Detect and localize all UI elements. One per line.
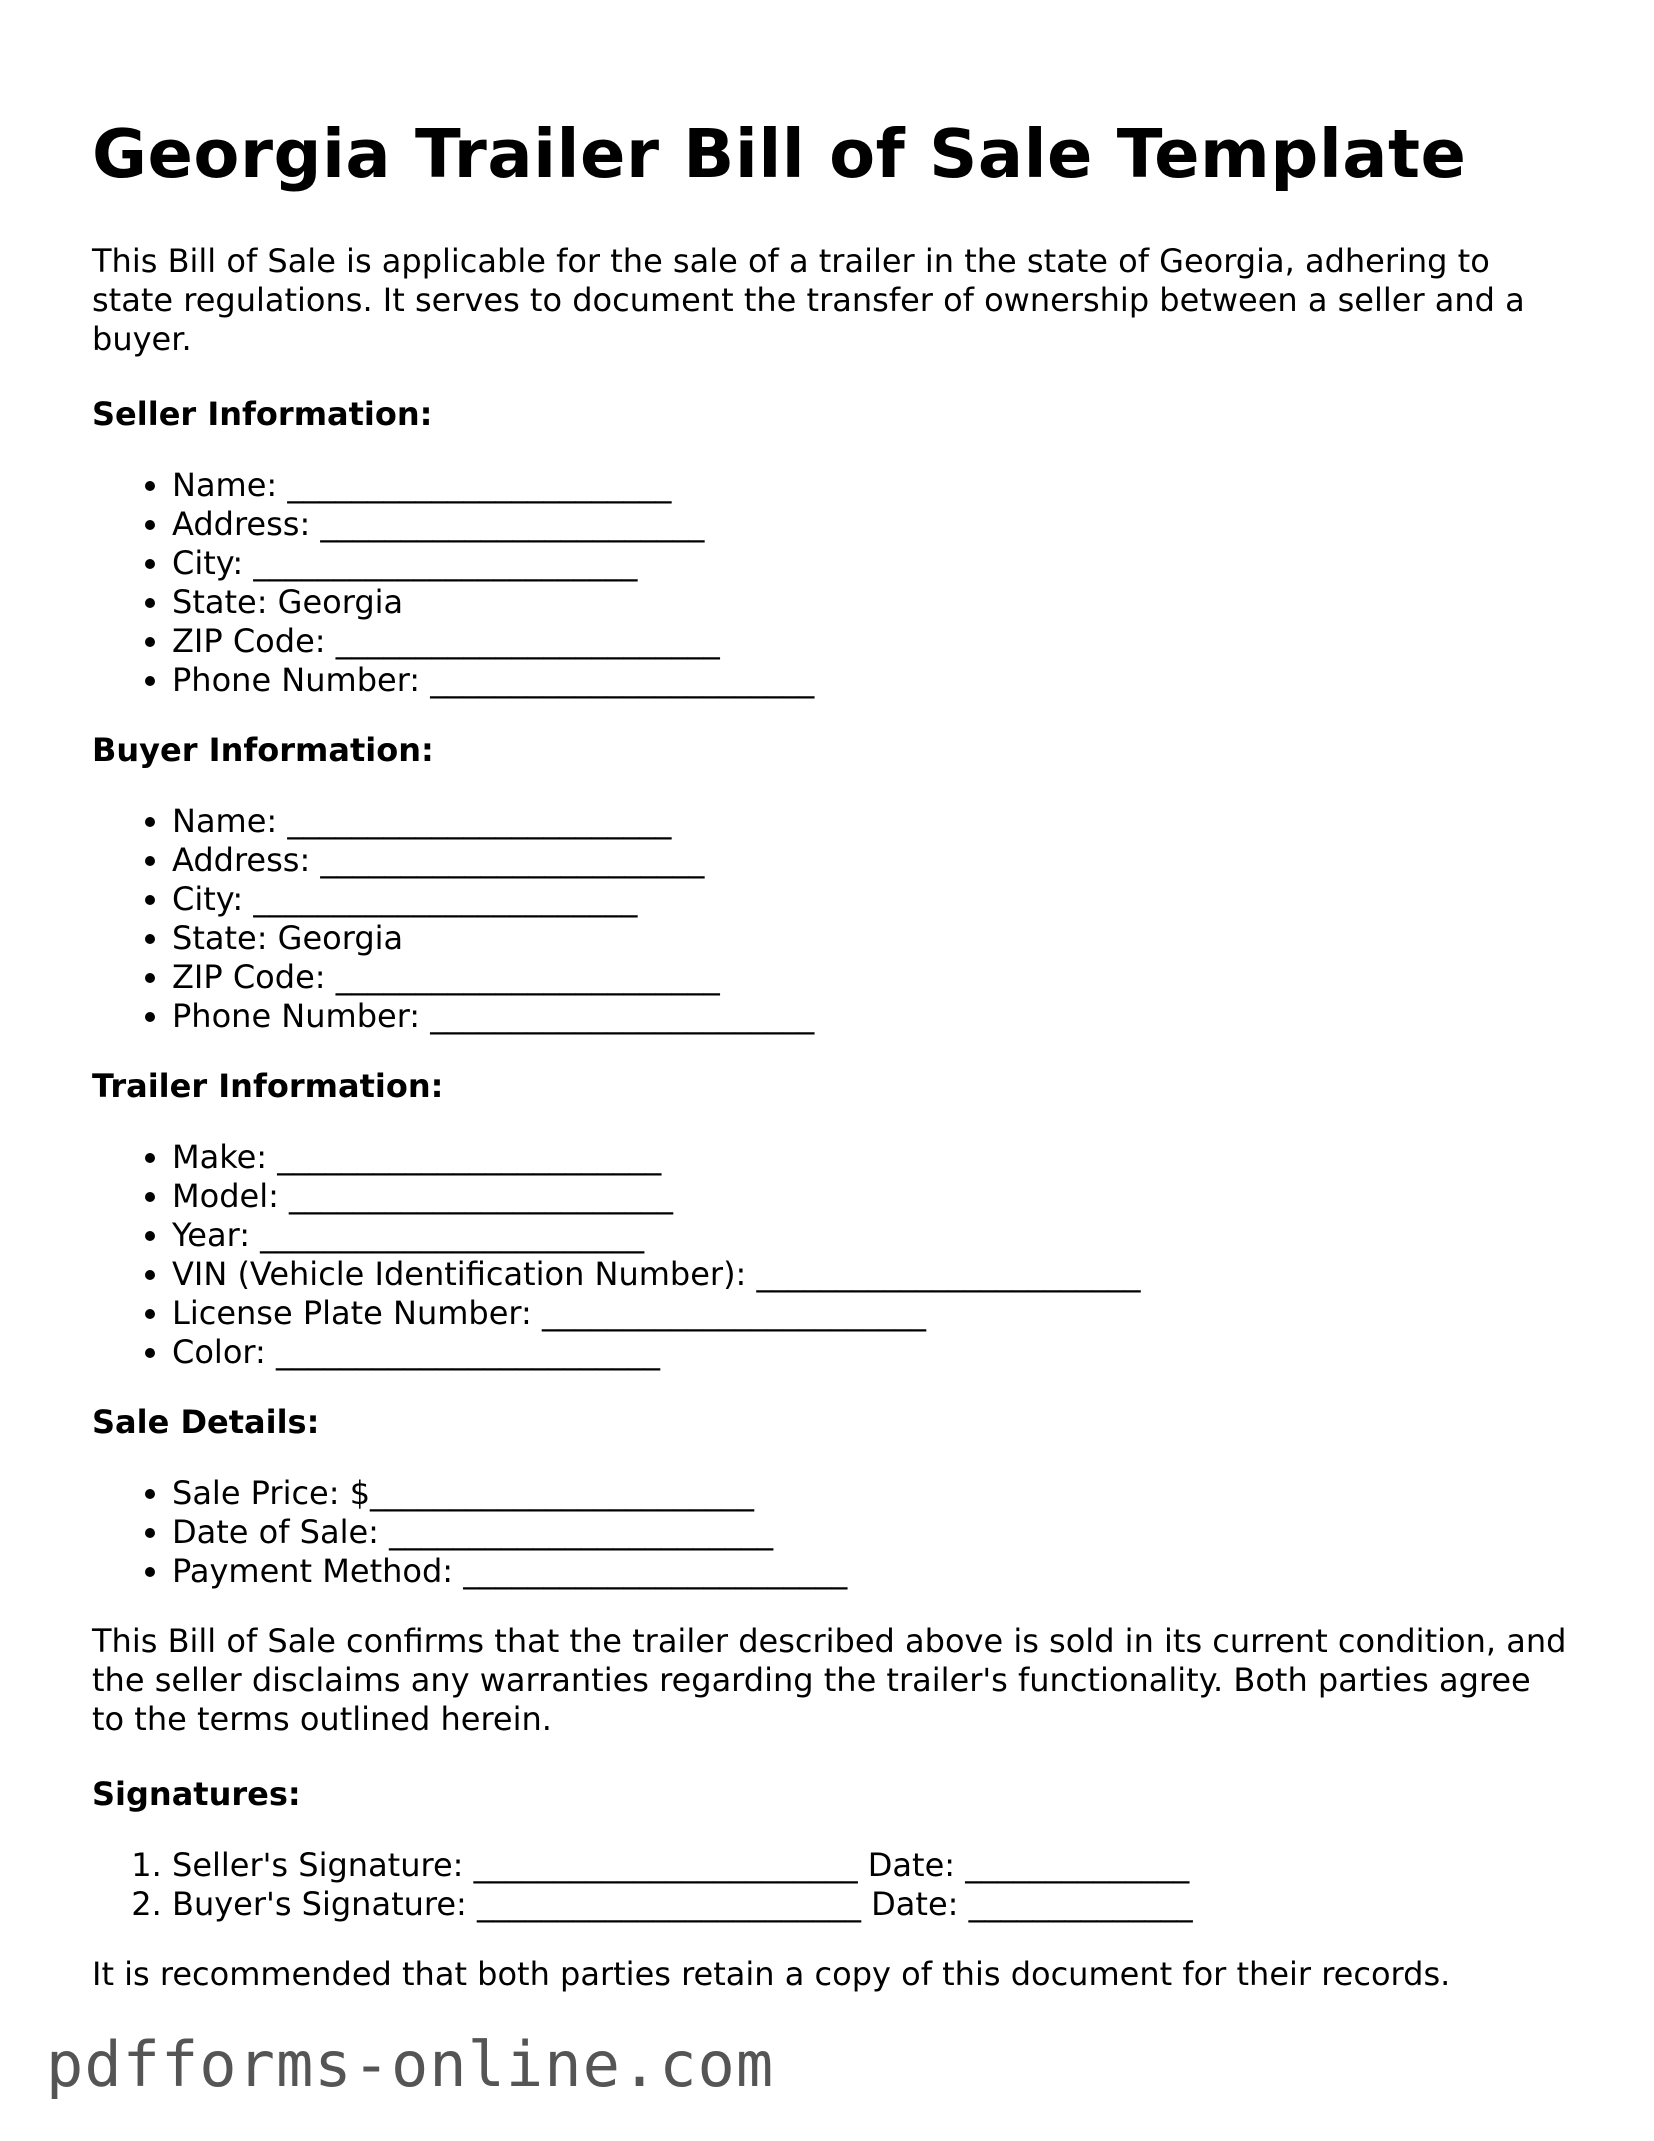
trailer-vin-field: • VIN (Vehicle Identification Number): ________________________ [172,1255,1572,1294]
payment-method-field: • Payment Method: ________________________ [172,1552,1572,1591]
buyer-phone-field: • Phone Number: ________________________ [172,997,1572,1036]
seller-address-field: • Address: ________________________ [172,505,1572,544]
signatures-heading: Signatures: [92,1775,301,1813]
seller-city-field: • City: ________________________ [172,544,1572,583]
document-title: Georgia Trailer Bill of Sale Template [92,115,1467,193]
seller-state-field: • State: Georgia [172,583,1572,622]
seller-phone-field: • Phone Number: ________________________ [172,661,1572,700]
closing-paragraph: It is recommended that both parties retain a copy of this document for their records. [92,1955,1451,1993]
seller-heading: Seller Information: [92,395,433,433]
seller-zip-field: • ZIP Code: ________________________ [172,622,1572,661]
trailer-model-field: • Model: ________________________ [172,1177,1572,1216]
sale-price-field: • Sale Price: $________________________ [172,1474,1572,1513]
trailer-make-field: • Make: ________________________ [172,1138,1572,1177]
seller-list [92,466,1572,700]
trailer-plate-field: • License Plate Number: ________________________ [172,1294,1572,1333]
buyer-state-field: • State: Georgia [172,919,1572,958]
watermark: pdfforms-online.com [46,2028,775,2101]
trailer-year-field: • Year: ________________________ [172,1216,1572,1255]
buyer-name-field: • Name: ________________________ [172,802,1572,841]
trailer-heading: Trailer Information: [92,1067,444,1105]
seller-name-field: • Name: ________________________ [172,466,1572,505]
buyer-address-field: • Address: ________________________ [172,841,1572,880]
trailer-color-field: • Color: ________________________ [172,1333,1572,1372]
buyer-city-field: • City: ________________________ [172,880,1572,919]
signatures-list [92,1846,1572,1924]
sale-date-field: • Date of Sale: ________________________ [172,1513,1572,1552]
document-page [92,110,1572,2030]
buyer-heading: Buyer Information: [92,731,434,769]
sale-list [92,1474,1572,1591]
buyer-zip-field: • ZIP Code: ________________________ [172,958,1572,997]
intro-paragraph: This Bill of Sale is applicable for the sale of a trailer in the state of Georgia, adhering to state regulations. It serves to document the transfer of ownership between a seller and a buyer. [92,242,1525,358]
buyer-signature-line: 2. Buyer's Signature: ________________________ Date: ______________ [172,1885,1572,1924]
buyer-list [92,802,1572,1036]
condition-paragraph: This Bill of Sale confirms that the trailer described above is sold in its current condition, and the seller disclaims any warranties regarding the trailer's functionality. Both parties agree to the terms outlined herein. [92,1622,1567,1738]
seller-signature-line: 1. Seller's Signature: ________________________ Date: ______________ [172,1846,1572,1885]
trailer-list [92,1138,1572,1372]
sale-heading: Sale Details: [92,1403,320,1441]
